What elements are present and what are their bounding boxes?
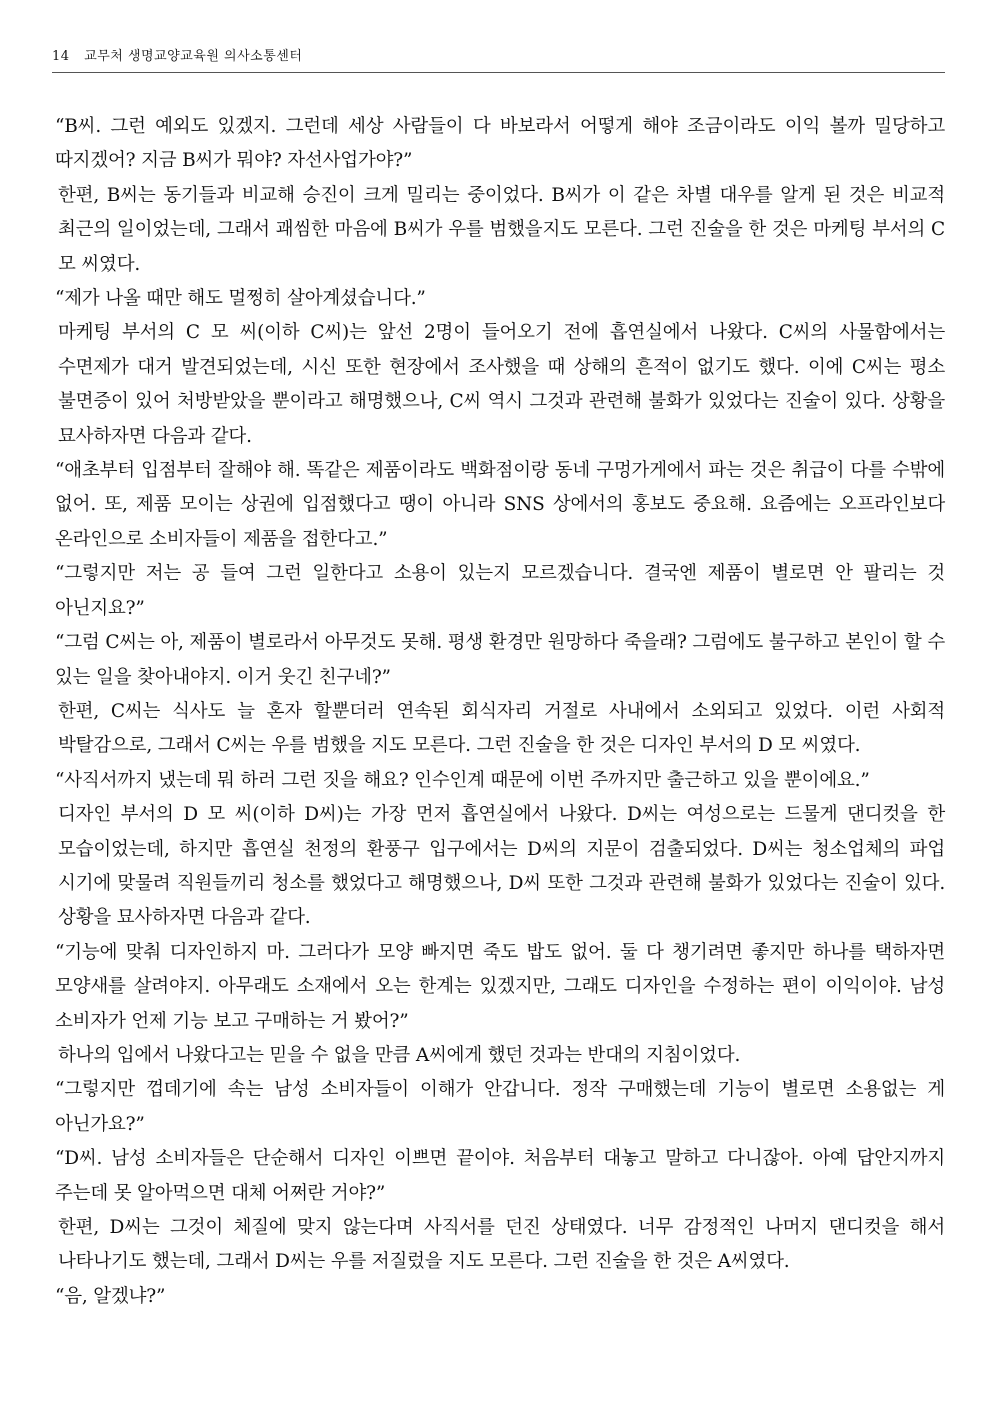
- paragraph: “그렇지만 껍데기에 속는 남성 소비자들이 이해가 안갑니다. 정작 구매했는데 기능이 별로면 소용없는 게 아닌가요?”: [55, 1079, 945, 1135]
- paragraph: “기능에 맞춰 디자인하지 마. 그러다가 모양 빠지면 죽도 밥도 없어. 둘 다 챙기려면 좋지만 하나를 택하자면 모양새를 살려야지. 아무래도 소재에서 오는 한계는 있겠지만, 그래도 디자인을 수정하는 편이 이익이야. 남성 소비자가 언제 기능 보고 구매하는 거 봤어?”: [55, 941, 945, 1032]
- page-number: 14: [52, 49, 70, 64]
- paragraph: “B씨. 그런 예외도 있겠지. 그런데 세상 사람들이 다 바보라서 어떻게 해야 조금이라도 이익 볼까 밀당하고 따지겠어? 지금 B씨가 뭐야? 자선사업가야?”: [55, 116, 945, 172]
- paragraph: “음, 알겠냐?”: [55, 1285, 166, 1307]
- paragraph: 한편, B씨는 동기들과 비교해 승진이 크게 밀리는 중이었다. B씨가 이 같은 차별 대우를 알게 된 것은 비교적 최근의 일이었는데, 그래서 괘씸한 마음에 B씨가 우를 범했을지도 모른다. 그런 진술을 한 것은 마케팅 부서의 C 모 씨였다.: [58, 184, 945, 275]
- paragraph: “그럼 C씨는 아, 제품이 별로라서 아무것도 못해. 평생 환경만 원망하다 죽을래? 그럼에도 불구하고 본인이 할 수 있는 일을 찾아내야지. 이거 웃긴 친구네?”: [55, 632, 945, 688]
- paragraph: 하나의 입에서 나왔다고는 믿을 수 없을 만큼 A씨에게 했던 것과는 반대의 지침이었다.: [58, 1044, 741, 1066]
- paragraph: “제가 나올 때만 해도 멀쩡히 살아계셨습니다.”: [55, 288, 426, 310]
- paragraph: 한편, C씨는 식사도 늘 혼자 할뿐더러 연속된 회식자리 거절로 사내에서 소외되고 있었다. 이런 사회적 박탈감으로, 그래서 C씨는 우를 범했을 지도 모른다. 그런 진술을 한 것은 디자인 부서의 D 모 씨였다.: [58, 700, 945, 757]
- body-text: [52, 110, 945, 1314]
- paragraph: 마케팅 부서의 C 모 씨(이하 C씨)는 앞선 2명이 들어오기 전에 흡연실에서 나왔다. C씨의 사물함에서는 수면제가 대거 발견되었는데, 시신 또한 현장에서 조사했을 때 상해의 흔적이 없기도 했다. 이에 C씨는 평소 불면증이 있어 처방받았을 뿐이라고 해명했으나, C씨 역시 그것과 관련해 불화가 있었다는 진술이 있다. 상황을 묘사하자면 다음과 같다.: [58, 322, 945, 447]
- paragraph: “그렇지만 저는 공 들여 그런 일한다고 소용이 있는지 모르겠습니다. 결국엔 제품이 별로면 안 팔리는 것 아닌지요?”: [55, 563, 945, 619]
- page-header: [52, 48, 945, 73]
- header-title: 교무처 생명교양교육원 의사소통센터: [84, 49, 303, 64]
- paragraph: “애초부터 입점부터 잘해야 해. 똑같은 제품이라도 백화점이랑 동네 구멍가게에서 파는 것은 취급이 다를 수밖에 없어. 또, 제품 모이는 상권에 입점했다고 땡이 아니라 SNS 상에서의 홍보도 중요해. 요즘에는 오프라인보다 온라인으로 소비자들이 제품을 접한다고.”: [55, 460, 945, 550]
- paragraph: “사직서까지 냈는데 뭐 하러 그런 짓을 해요? 인수인계 때문에 이번 주까지만 출근하고 있을 뿐이에요.”: [55, 769, 870, 791]
- paragraph: “D씨. 남성 소비자들은 단순해서 디자인 이쁘면 끝이야. 처음부터 대놓고 말하고 다니잖아. 아예 답안지까지 주는데 못 알아먹으면 대체 어쩌란 거야?”: [55, 1148, 945, 1204]
- paragraph: 디자인 부서의 D 모 씨(이하 D씨)는 가장 먼저 흡연실에서 나왔다. D씨는 여성으로는 드물게 댄디컷을 한 모습이었는데, 하지만 흡연실 천정의 환풍구 입구에서는 D씨의 지문이 검출되었다. D씨는 청소업체의 파업 시기에 맞물려 직원들끼리 청소를 했었다고 해명했으나, D씨 또한 그것과 관련해 불화가 있었다는 진술이 있다. 상황을 묘사하자면 다음과 같다.: [58, 804, 945, 929]
- paragraph: 한편, D씨는 그것이 체질에 맞지 않는다며 사직서를 던진 상태였다. 너무 감정적인 나머지 댄디컷을 해서 나타나기도 했는데, 그래서 D씨는 우를 저질렀을 지도 모른다. 그런 진술을 한 것은 A씨였다.: [58, 1217, 945, 1273]
